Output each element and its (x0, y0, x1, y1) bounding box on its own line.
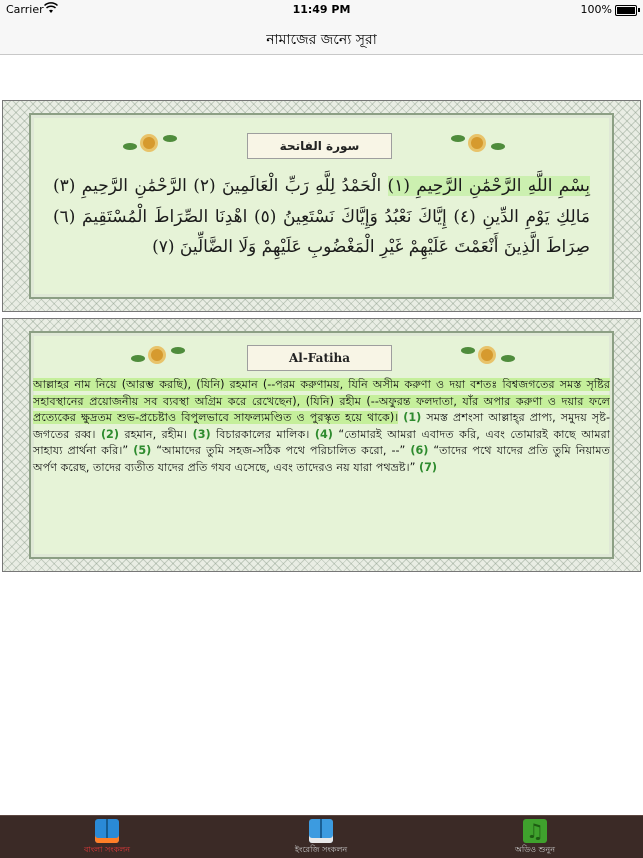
verse-text: বিচারকালের মালিক। (210, 427, 315, 441)
music-icon (523, 819, 547, 843)
verse-number: (3) (192, 427, 211, 441)
verses-text: الْحَمْدُ لِلَّهِ رَبِّ الْعَالَمِينَ (٢) الرَّحْمَٰنِ الرَّحِيمِ (٣) مَالِكِ يَوْمِ الدِّينِ (٤) إِيَّاكَ نَعْبُدُ وَإِيَّاكَ نَسْتَعِينُ (٥) اهْدِنَا الصِّرَاطَ الْمُسْتَقِيمَ (٦) صِرَاطَ الَّذِينَ أَنْعَمْتَ عَلَيْهِمْ غَيْرِ الْمَغْضُوبِ عَلَيْهِمْ وَلَا الضَّالِّينَ (٧) (53, 176, 590, 257)
verse-text: “তাদের পথে যাদের প্রতি তুমি নিয়ামত অর্পণ করেছ, তাদের ব্যতীত যাদের প্রতি গযব এসেছে, এবং তাদেরও নয় যারা পথভ্রষ্ট।” (33, 444, 611, 474)
tab-label: বাংলা সংকলন (83, 845, 131, 854)
highlighted-bismillah: আল্লাহর নাম নিয়ে (আরম্ভ করছি), (যিনি) রহমান (--পরম করুণাময়, যিনি অসীম করুণা ও দয়া বশতঃ বিশ্বজগতের সমস্ত সৃষ্টির সহাবস্থানের প্রয়োজনীয় সব ব্যবস্থা অগ্রিম করে রেখেছেন), (যিনি) রহীম (--অফুরন্ত ফলদাতা, যাঁর অপার করুণা ও দয়ার ফলে প্রত্যেকের ক্ষুদ্রতম শুভ-প্রচেষ্টাও বিপুলভাবে সাফল্যমণ্ডিত ও পুরস্কৃত হয়ে থাকে)। (33, 378, 610, 425)
tab-audio[interactable] (428, 816, 642, 858)
navigation-bar (0, 20, 643, 55)
status-bar (0, 0, 643, 20)
book-icon (309, 819, 333, 843)
bengali-translation-text (33, 377, 610, 477)
clock: 11:49 PM (292, 3, 351, 16)
verse-number: (6) (410, 444, 429, 458)
page-title: নামাজের জন্যে সূরা (266, 32, 377, 48)
verse-number: (1) (403, 411, 422, 425)
verse-number: (2) (100, 427, 119, 441)
battery-tip (638, 8, 640, 12)
verse-number: (7) (418, 460, 437, 474)
arabic-card-inner (29, 113, 614, 299)
verse-text: “আমাদের তুমি সহজ-সঠিক পথে পরিচালিত করো, --” (151, 444, 411, 458)
tab-bar (0, 815, 643, 858)
arabic-verses (53, 171, 590, 263)
verse-number: (4) (314, 427, 333, 441)
left-floral-ornament-icon (123, 131, 179, 157)
book-icon (95, 819, 119, 843)
bengali-translation-card (2, 318, 641, 572)
tab-bangla[interactable] (0, 816, 214, 858)
bengali-title: Al-Fatiha (247, 345, 392, 371)
left-floral-ornament-icon (131, 343, 187, 369)
arabic-title: سورة الفاتحة (247, 133, 392, 159)
verse-text: সমস্ত প্রশংসা আল্লাহ্‌র প্রাপ্য, সমুদয় সৃষ্ট-জগতের রব্ব। (33, 411, 610, 441)
bengali-card-inner (29, 331, 614, 559)
verse-text: “তোমারই আমরা এবাদত করি, এবং তোমারই কাছে আমরা সাহায্য প্রার্থনা করি।” (33, 427, 610, 458)
tab-label: ইংরেজি সংকলন (294, 845, 348, 854)
right-floral-ornament-icon (461, 343, 517, 369)
battery-icon (615, 5, 637, 16)
carrier-label: Carrier (6, 3, 44, 16)
verse-text: রহমান, রহীম। (118, 427, 193, 441)
battery-percent: 100% (580, 3, 612, 16)
right-floral-ornament-icon (451, 131, 507, 157)
arabic-surah-card (2, 100, 641, 312)
highlighted-verse: بِسْمِ اللَّهِ الرَّحْمَٰنِ الرَّحِيمِ (١) (387, 176, 591, 196)
tab-english[interactable] (214, 816, 428, 858)
verse-number: (5) (133, 444, 152, 458)
tab-label: অডিও শুনুন (515, 845, 555, 854)
